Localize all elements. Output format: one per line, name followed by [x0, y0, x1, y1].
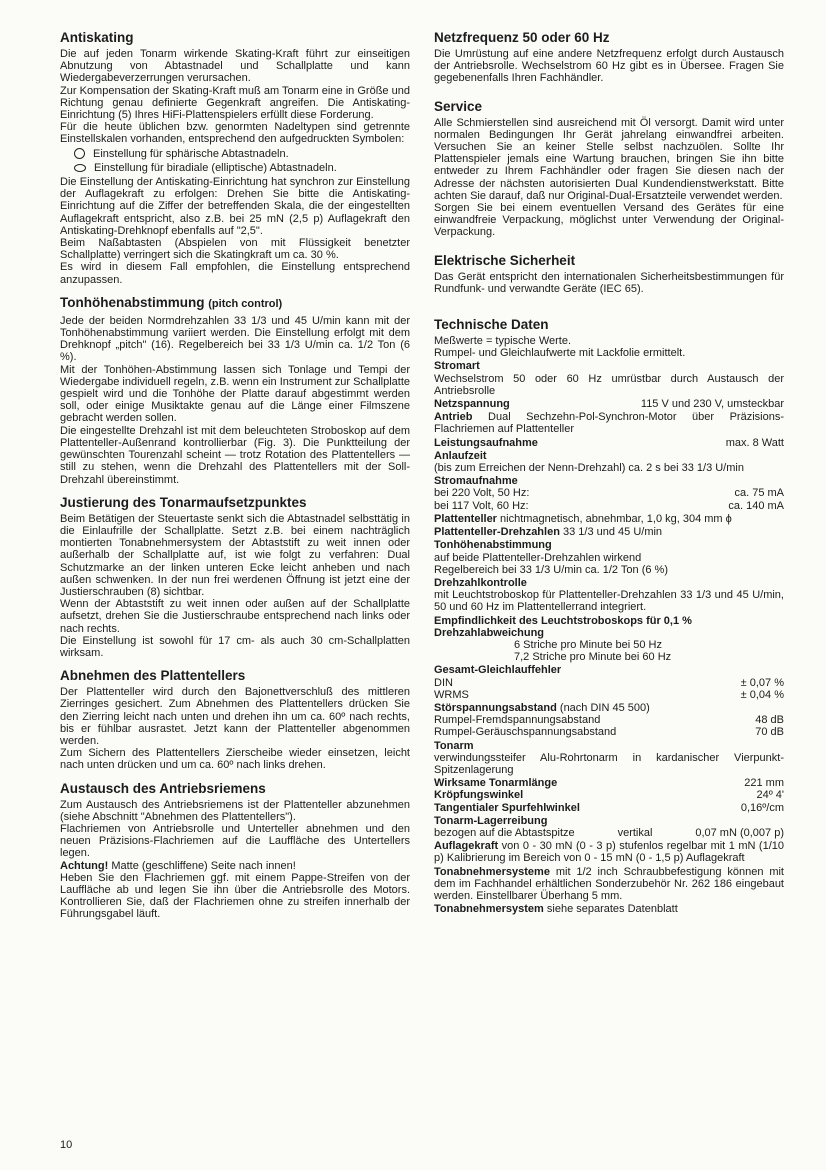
- section-service: [434, 99, 784, 239]
- right-column: [434, 30, 784, 924]
- spec-row-strom-117: [434, 500, 784, 512]
- paragraph: Die eingestellte Drehzahl ist mit dem beleuchteten Stroboskop auf dem Plattenteller-Außenrand kontrollierbar (Fig. 3). Die Punktteilung der gewünschten Tourenzahl scheint — trotz Rotation des Plattentellers — still zu stehen, wenn die Drehzahl des Plattentellers mit der Soll-Drehzahl übereinstimmt.: [60, 424, 410, 486]
- circle-symbol-icon: [74, 148, 85, 159]
- spec-sub-value: 70 dB: [755, 726, 784, 739]
- spec-value-anlaufzeit: (bis zum Erreichen der Nenn-Drehzahl) ca. 2 s bei 33 1/3 U/min: [434, 462, 744, 475]
- section-justierung: [60, 495, 410, 659]
- symbol-elliptic-label: Einstellung für biradiale (elliptische) Abtastnadeln.: [94, 161, 337, 174]
- spec-sub-label: bei 117 Volt, 60 Hz:: [434, 499, 529, 512]
- paragraph: Flachriemen von Antriebsrolle und Unterteller abnehmen und den neuen Präzisions-Flachriemen auf die Lauffläche des Untertellers legen.: [60, 822, 410, 860]
- heading-abnehmen: Abnehmen des Plattentellers: [60, 668, 246, 684]
- spec-value-tonabnehmersystem: siehe separates Datenblatt: [546, 903, 678, 916]
- spec-label-drehzahlkontrolle: Drehzahlkontrolle: [434, 576, 527, 589]
- paragraph: Wenn der Abtaststift zu weit innen oder außen auf der Schallplatte aufsetzt, drehen Sie die Justierschraube entsprechend nach links oder nach rechts.: [60, 598, 410, 635]
- spec-value: 6 Striche pro Minute bei 50 Hz: [514, 638, 662, 651]
- spec-label-leistung: Leistungsaufnahme: [434, 436, 538, 449]
- spec-sub-value: ca. 140 mA: [728, 499, 784, 512]
- page-number: 10: [60, 1139, 73, 1151]
- spec-value-tonabnehmersysteme: mit 1/2 inch Schraubbefestigung können mit dem im Fachhandel erhältlichen Sonderzubehör Nr. 262 186 eingebaut werden. Einstellbarer Überhang 5 mm.: [434, 865, 784, 902]
- spec-sub-value: ± 0,07 %: [740, 676, 784, 689]
- spec-label-tonabnehmersysteme: Tonabnehmersysteme: [434, 865, 550, 878]
- spec-value: 7,2 Striche pro Minute bei 60 Hz: [514, 651, 672, 664]
- spec-value: 24º 4': [756, 789, 784, 802]
- spec-label-antrieb: Antrieb: [434, 411, 473, 424]
- heading-antiskating: Antiskating: [60, 30, 134, 45]
- left-column: [60, 30, 410, 930]
- paragraph: Beim Naßabtasten (Abspielen von mit Flüssigkeit benetzter Schallplatte) verringert sich die Skatingkraft um ca. 30 %.: [60, 237, 410, 262]
- spec-value-tonarm: verwindungssteifer Alu-Rohrtonarm in kardanischer Vierpunkt-Spitzenlagerung: [434, 751, 784, 776]
- section-pitch: [60, 295, 410, 486]
- spec-value-plattenteller: nichtmagnetisch, abnehmbar, 1,0 kg, 304 mm ϕ: [500, 512, 732, 525]
- spec-value-drehzahlkontrolle: mit Leuchtstroboskop für Plattenteller-Drehzahlen 33 1/3 und 45 U/min, 50 und 60 Hz im Plattentellerrand integriert.: [434, 589, 784, 614]
- spec-sub-value: ca. 75 mA: [734, 487, 784, 500]
- spec-value-antrieb: Dual Sechzehn-Pol-Synchron-Motor über Präzisions-Flachriemen auf Plattenteller: [434, 411, 784, 436]
- section-technische-daten: [434, 317, 784, 915]
- section-abnehmen: [60, 668, 410, 771]
- heading-service: Service: [434, 98, 483, 114]
- section-netzfrequenz: [434, 30, 784, 85]
- heading-pitch-title: Tonhöhenabstimmung: [60, 294, 205, 310]
- paragraph: Heben Sie den Flachriemen ggf. mit einem Pappe-Streifen von der Lauffläche ab und legen Sie ihn über die Antriebsrolle des Motors. Kontrollieren Sie, daß der Flachriemen ohne zu streifen innerhalb der Führungsgabel läuft.: [60, 871, 410, 921]
- tech-intro: Rumpel- und Gleichlaufwerte mit Lackfolie ermittelt.: [434, 347, 686, 360]
- spec-sub-label: vertikal: [617, 826, 653, 839]
- paragraph: Beim Betätigen der Steuertaste senkt sich die Abtastnadel selbsttätig in die Einlaufrille der Schallplatte. Setzt z.B. bei einem nachträglich montierten Tonabnehmersystem der Abtaststift zu weit innen oder außerhalb der Schallplatte auf, ist wie folgt zu verfahren: Dual Schutzmarke an der linken unteren Ecke leicht anheben und nach außen schwenken. In der nun frei werdenen Öffnung ist jetzt eine der Justierschrauben (8) sichtbar.: [60, 512, 410, 598]
- heading-pitch-suffix: (pitch control): [208, 297, 283, 310]
- heading-netzfrequenz: Netzfrequenz 50 oder 60 Hz: [434, 30, 610, 45]
- spec-value: 0,16º/cm: [740, 801, 784, 814]
- spec-row-netzspannung: [434, 398, 784, 410]
- spec-tonabnehmersystem: [434, 903, 784, 915]
- spec-auflagekraft: [434, 840, 784, 864]
- heading-justierung: Justierung des Tonarmaufsetzpunktes: [60, 494, 307, 510]
- section-sicherheit: [434, 253, 784, 295]
- spec-label-stromart: Stromart: [434, 360, 480, 373]
- spec-row-leistung: [434, 437, 784, 449]
- spec-value: Regelbereich bei 33 1/3 U/min ca. 1/2 Ton (6 %): [434, 563, 668, 576]
- paragraph: Zum Sichern des Plattentellers Zierscheibe wieder einsetzen, leicht nach unten drücken und um ca. 60º nach links drehen.: [60, 747, 410, 772]
- spec-label-stoer: Störspannungsabstand: [434, 701, 557, 714]
- achtung-label: Achtung!: [60, 859, 109, 872]
- spec-row-strom-220: [434, 487, 784, 499]
- paragraph: Sorgen Sie bei einem eventuellen Versand des Gerätes für eine einwandfreie Verpackung, möglichst unter Verwendung der Original-Verpackung.: [434, 202, 784, 239]
- spec-sub-label: Rumpel-Fremdspannungsabstand: [434, 714, 601, 727]
- paragraph: Mit der Tonhöhen-Abstimmung lassen sich Tonlage und Tempi der Wiedergabe individuell regeln, z.B. wenn ein Instrument zur Schallplatte gespielt wird und die Tonhöhe der Platte darauf abgestimmt werden soll, oder einige Musiktakte genau auf die Länge einer Filmszene gebracht werden sollen.: [60, 363, 410, 425]
- spec-label-auflagekraft: Auflagekraft: [434, 840, 499, 853]
- heading-austausch: Austausch des Antriebsriemens: [60, 780, 266, 796]
- spec-sub-stoer: (nach DIN 45 500): [559, 701, 650, 714]
- paragraph: Es wird in diesem Fall empfohlen, die Einstellung entsprechend anzupassen.: [60, 261, 410, 286]
- spec-label-drehzahlen: Plattenteller-Drehzahlen: [434, 526, 560, 539]
- spec-sub-label: DIN: [434, 676, 453, 689]
- paragraph: Alle Schmierstellen sind ausreichend mit Öl versorgt. Damit wird unter normalen Bedingungen Ihr Gerät jahrelang einwandfrei arbeiten. Versuchen Sie an keiner Stelle selbst nachzuölen. Sollte Ihr Plattenspieler jemals eine Wartung brauchen, bringen Sie ihn bitte entweder zu Ihrem Fachhändler oder fragen Sie diesen nach der Adresse der nächsten autorisierten Dual Kundendienstwerkstatt. Bitte achten Sie darauf, daß nur Original-Dual-Ersatzteile verwendet werden.: [434, 116, 784, 202]
- spec-value-drehzahlen: 33 1/3 und 45 U/min: [562, 526, 663, 539]
- spec-antrieb: [434, 411, 784, 435]
- paragraph: Das Gerät entspricht den internationalen Sicherheitsbestimmungen für Rundfunk- und verwandte Geräte (IEC 65).: [434, 270, 784, 295]
- spec-value-netzspannung: 115 V und 230 V, umsteckbar: [640, 398, 784, 411]
- achtung-text: Matte (geschliffene) Seite nach innen!: [108, 859, 296, 872]
- spec-stoer-header: [434, 702, 784, 714]
- symbol-spherical-row: [74, 148, 410, 160]
- spec-sub-label: Rumpel-Geräuschspannungsabstand: [434, 726, 617, 739]
- spec-row-lagerreibung: [434, 827, 784, 839]
- spec-row-rumpel-geraeusch: [434, 726, 784, 738]
- paragraph: Der Plattenteller wird durch den Bajonettverschluß des mittleren Zierringes gesichert. Zum Abnehmen des Plattentellers drücken Sie den Zierring leicht nach unten und drehen ihn um ca. 60º nach rechts, bis er fühlbar ausrastet. Jetzt kann der Plattenteller abgenommen werden.: [60, 686, 410, 747]
- paragraph: Die Einstellung der Antiskating-Einrichtung hat synchron zur Einstellung der Auflagekraft zu erfolgen: Drehen Sie bitte die Antiskating-Einrichtung auf die Ziffer der betreffenden Skala, die der eingestellten Auflagekraft entspricht, also z.B. bei 25 mN (2,5 p) Auflagekraft den Antiskating-Drehknopf ebenfalls auf "2,5".: [60, 176, 410, 237]
- spec-label-lagerreibung: Tonarm-Lagerreibung: [434, 814, 548, 827]
- spec-value-leistung: max. 8 Watt: [725, 436, 784, 449]
- spec-row-wirksame-laenge: [434, 777, 784, 789]
- paragraph: Die Umrüstung auf eine andere Netzfrequenz erfolgt durch Austausch der Antriebsrolle. Wechselstrom 60 Hz gibt es in Übersee. Fragen Sie gegebenenfalls Ihren Fachhändler.: [434, 48, 784, 85]
- spec-label: Wirksame Tonarmlänge: [434, 777, 558, 790]
- paragraph: Die Einstellung ist sowohl für 17 cm- als auch 30 cm-Schallplatten wirksam.: [60, 634, 410, 659]
- spec-row-kroepfung: [434, 789, 784, 801]
- spec-label: Kröpfungswinkel: [434, 789, 524, 802]
- spec-sub-value: 0,07 mN (0,007 p): [695, 826, 784, 839]
- spec-sub-label: bezogen auf die Abtastspitze: [434, 826, 575, 839]
- heading-technische-daten: Technische Daten: [434, 317, 549, 333]
- heading-sicherheit: Elektrische Sicherheit: [434, 252, 576, 268]
- ellipse-symbol-icon: [74, 164, 86, 172]
- spec-tonabnehmersysteme: [434, 866, 784, 903]
- spec-row-spurfehlwinkel: [434, 802, 784, 814]
- spec-label-tonhoehe: Tonhöhenabstimmung: [434, 539, 552, 552]
- section-austausch: [60, 781, 410, 921]
- spec-value-stromart: Wechselstrom 50 oder 60 Hz umrüstbar durch Austausch der Antriebsrolle: [434, 372, 784, 397]
- spec-sub-label: WRMS: [434, 688, 469, 701]
- spec-label-plattenteller: Plattenteller: [434, 512, 497, 525]
- spec-row-din: [434, 677, 784, 689]
- spec-sub-value: 48 dB: [755, 714, 784, 727]
- spec-sub-label: bei 220 Volt, 50 Hz:: [434, 487, 530, 500]
- paragraph: Die auf jeden Tonarm wirkende Skating-Kraft führt zur einseitigen Abnutzung von Abtastnadel und Schallplatte und kann Wiedergabeverzerrungen verursachen.: [60, 48, 410, 85]
- spec-label-netzspannung: Netzspannung: [434, 398, 510, 411]
- spec-label-tonarm: Tonarm: [434, 739, 474, 752]
- achtung-paragraph: [60, 860, 410, 872]
- spec-label: Tangentialer Spurfehlwinkel: [434, 801, 580, 814]
- spec-value-auflagekraft: von 0 - 30 mN (0 - 3 p) stufenlos regelbar mit 1 mN (1/10 p) Kalibrierung im Bereich von 0 - 15 mN (0 - 1,5 p) Auflagekraft: [434, 840, 784, 865]
- paragraph: Jede der beiden Normdrehzahlen 33 1/3 und 45 U/min kann mit der Tonhöhenabstimmung variiert werden. Die Einstellung erfolgt mit dem Drehknopf „pitch" (16). Regelbereich bei 33 1/3 U/min ca. 1/2 Ton (6 %).: [60, 314, 410, 364]
- spec-value: 221 mm: [744, 777, 784, 790]
- paragraph: Zur Kompensation der Skating-Kraft muß am Tonarm eine in Größe und Richtung genau definierte Gegenkraft angreifen. Die Antiskating-Einrichtung (5) Ihres HiFi-Plattenspielers erfüllt diese Forderung.: [60, 84, 410, 122]
- spec-plattenteller: [434, 513, 784, 525]
- spec-row-rumpel-fremd: [434, 714, 784, 726]
- tech-intro: Meßwerte = typische Werte.: [434, 335, 572, 348]
- spec-label-anlaufzeit: Anlaufzeit: [434, 449, 487, 462]
- spec-row-wrms: [434, 689, 784, 701]
- spec-label-empfindlichkeit: Empfindlichkeit des Leuchtstroboskops für 0,1 % Drehzahlabweichung: [434, 614, 692, 639]
- spec-label-stromaufnahme: Stromaufnahme: [434, 475, 518, 488]
- heading-pitch: [60, 295, 410, 312]
- spec-value: auf beide Plattenteller-Drehzahlen wirkend: [434, 551, 642, 564]
- spec-sub-value: ± 0,04 %: [740, 688, 784, 701]
- spec-label-tonabnehmersystem: Tonabnehmersystem: [434, 903, 544, 916]
- symbol-elliptic-row: [74, 162, 410, 174]
- paragraph: Zum Austausch des Antriebsriemens ist der Plattenteller abzunehmen (siehe Abschnitt "Abnehmen des Plattentellers").: [60, 798, 410, 823]
- spec-label-gleichlauf: Gesamt-Gleichlauffehler: [434, 664, 562, 677]
- symbol-spherical-label: Einstellung für sphärische Abtastnadeln.: [93, 147, 289, 160]
- paragraph: Für die heute üblichen bzw. genormten Nadeltypen sind getrennte Einstellskalen vorhanden, entsprechend den aufgedruckten Symbolen:: [60, 121, 410, 146]
- spec-drehzahlen: [434, 526, 784, 538]
- section-antiskating: [60, 30, 410, 286]
